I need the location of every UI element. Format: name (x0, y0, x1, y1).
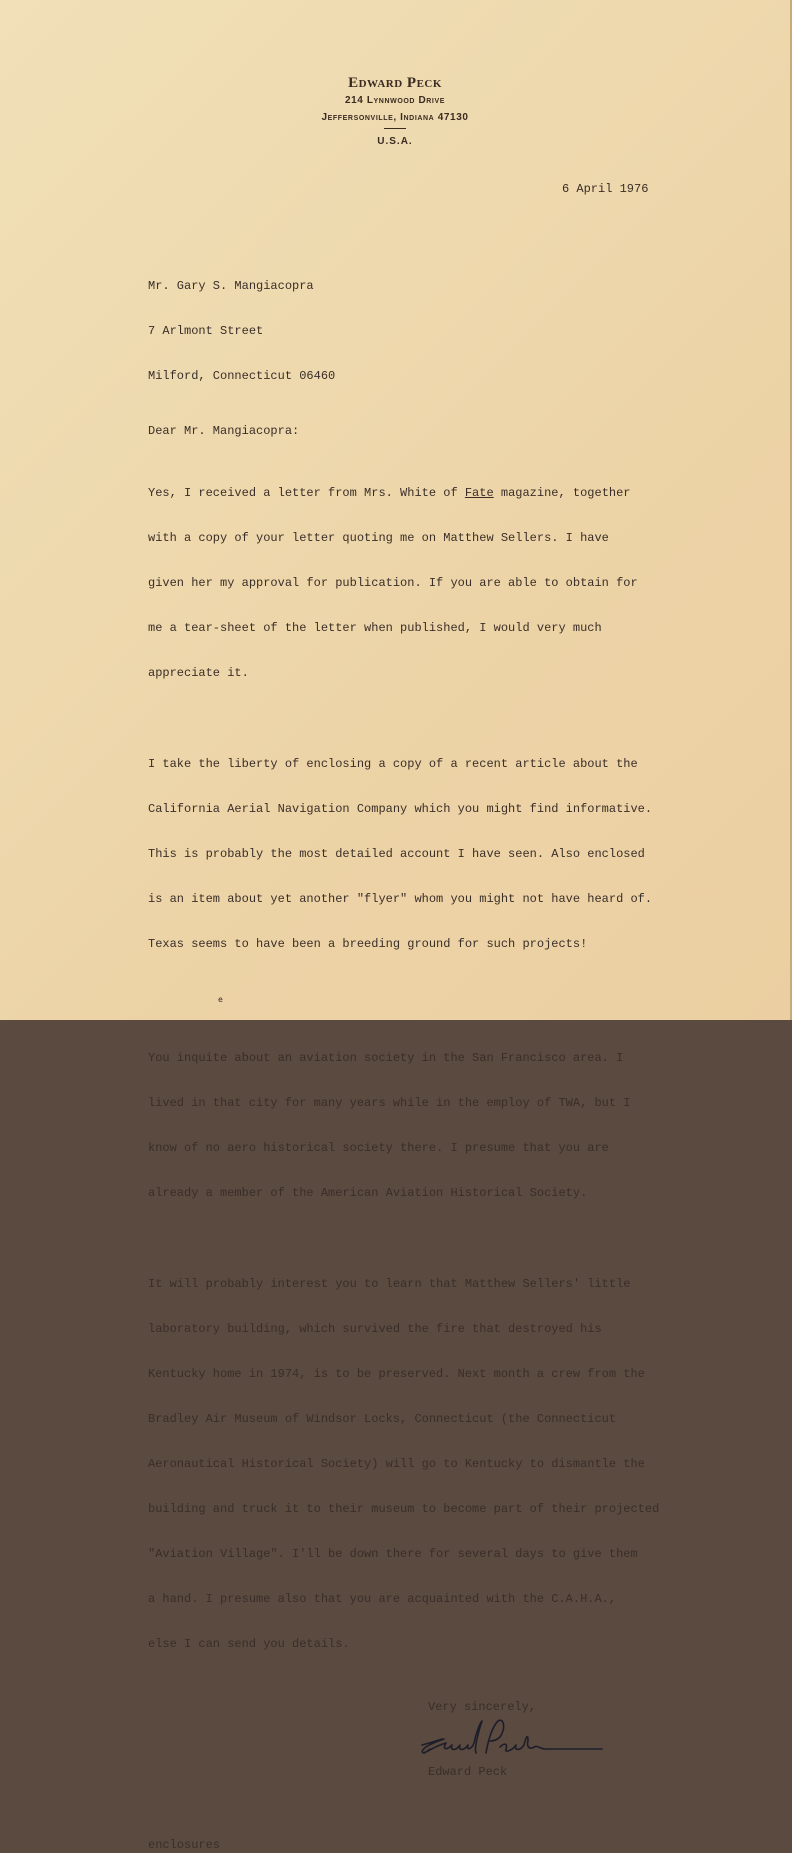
magazine-title: Fate (464, 486, 494, 500)
paragraph-line: laboratory building, which survived the fire that destroyed his (148, 1322, 602, 1336)
paragraph-line: else I can send you details. (148, 1637, 350, 1651)
recipient-name: Mr. Gary S. Mangiacopra (148, 279, 314, 293)
paragraph-line: Texas seems to have been a breeding ground for such projects! (148, 937, 588, 951)
handwritten-correction: e (218, 995, 223, 1004)
recipient-street: 7 Arlmont Street (148, 324, 264, 338)
salutation: Dear Mr. Mangiacopra: (148, 424, 300, 438)
letterhead-divider (384, 128, 406, 129)
paragraph-line: I take the liberty of enclosing a copy of a recent article about the (148, 757, 638, 771)
paragraph-line: building and truck it to their museum to become part of their projected (148, 1502, 660, 1516)
paragraph-line: You inquite about an aviation society in the San Francisco area. I (148, 1051, 624, 1065)
paragraph-4 (148, 1247, 778, 1682)
signature-block (428, 1700, 778, 1780)
letterhead-name: Edward Peck (348, 75, 442, 91)
closing: Very sincerely, (428, 1700, 537, 1714)
paragraph-line: already a member of the American Aviation Historical Society. (148, 1186, 588, 1200)
paragraph-line: is an item about yet another "flyer" whom you might not have heard of. (148, 892, 653, 906)
handwritten-signature (416, 1717, 606, 1761)
text-run: Yes, I received a letter from Mrs. White of (148, 486, 465, 500)
paragraph-1 (148, 456, 778, 711)
paragraph-3 (148, 995, 778, 1231)
paragraph-line: a hand. I presume also that you are acquainted with the C.A.H.A., (148, 1592, 617, 1606)
letter-date: 6 April 1976 (562, 182, 649, 196)
paragraph-line: Kentucky home in 1974, is to be preserved. Next month a crew from the (148, 1367, 645, 1381)
letterhead-city: Jeffersonville, Indiana 47130 (321, 112, 469, 123)
paragraph-line: Bradley Air Museum of Windsor Locks, Connecticut (the Connecticut (148, 1412, 617, 1426)
paragraph-line: me a tear-sheet of the letter when published, I would very much (148, 621, 602, 635)
paragraph-line: given her my approval for publication. If you are able to obtain for (148, 576, 638, 590)
signer-name: Edward Peck (428, 1765, 508, 1779)
paragraph-line: California Aerial Navigation Company which you might find informative. (148, 802, 653, 816)
paragraph-line: "Aviation Village". I'll be down there for several days to give them (148, 1547, 638, 1561)
recipient-address (148, 249, 778, 414)
text-run: magazine, together (493, 486, 631, 500)
letterhead (0, 74, 790, 149)
recipient-city: Milford, Connecticut 06460 (148, 369, 336, 383)
letterhead-country: U.S.A. (377, 136, 413, 147)
paragraph-2 (148, 727, 778, 982)
enclosures-note: enclosures (148, 1838, 221, 1852)
paragraph-line: appreciate it. (148, 666, 249, 680)
paragraph-line: Aeronautical Historical Society) will go to Kentucky to dismantle the (148, 1457, 645, 1471)
letter-body (148, 182, 778, 1853)
paragraph-line: know of no aero historical society there. I presume that you are (148, 1141, 609, 1155)
paragraph-line: lived in that city for many years while in the employ of TWA, but I (148, 1096, 631, 1110)
letterhead-street: 214 Lynnwood Drive (344, 95, 446, 106)
paragraph-line (148, 486, 778, 501)
paragraph-line: It will probably interest you to learn that Matthew Sellers' little (148, 1277, 631, 1291)
paragraph-line: with a copy of your letter quoting me on Matthew Sellers. I have (148, 531, 609, 545)
paragraph-line: This is probably the most detailed account I have seen. Also enclosed (148, 847, 645, 861)
